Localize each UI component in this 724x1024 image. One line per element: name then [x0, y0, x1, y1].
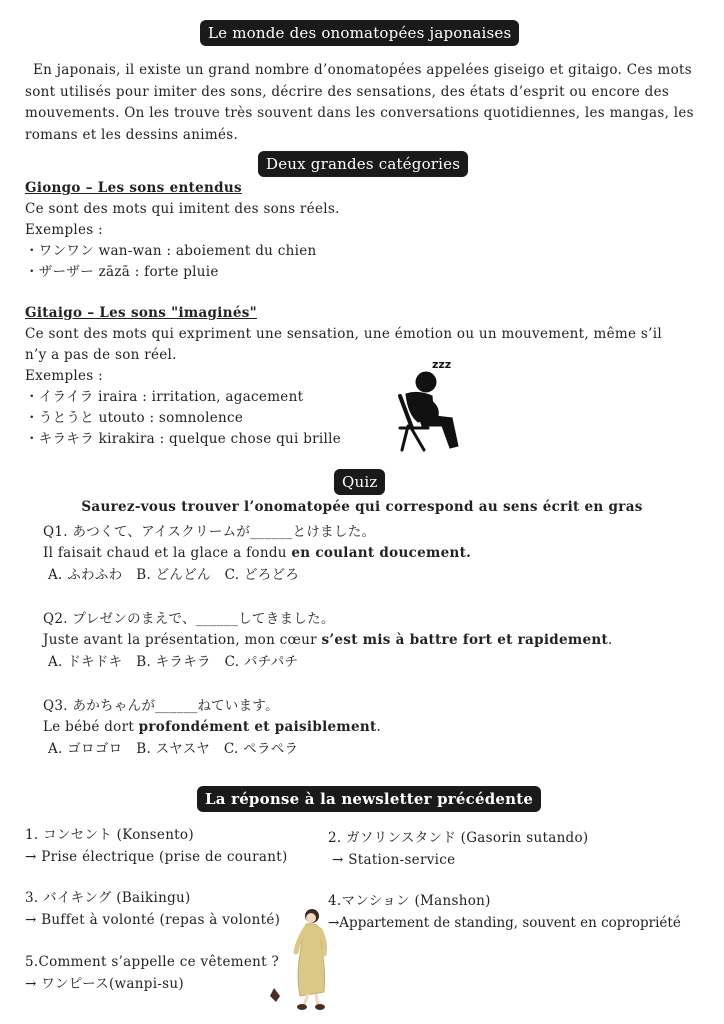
gitaigo-examples-label: Exemples :	[25, 368, 103, 384]
gitaigo-heading: Gitaigo – Les sons "imaginés"	[25, 305, 257, 321]
answer-meaning: → Prise électrique (prise de courant)	[25, 849, 288, 865]
gitaigo-description: n’y a pas de son réel.	[25, 347, 177, 363]
gitaigo-example: ・キラキラ kirakira : quelque chose qui brille	[25, 431, 342, 447]
giongo-examples-label: Exemples :	[25, 222, 103, 238]
quiz-title: Quiz	[334, 469, 385, 495]
gitaigo-description: Ce sont des mots qui expriment une sensation, une émotion ou un mouvement, même s’il	[25, 326, 662, 342]
woman-in-dress-illustration	[268, 906, 330, 1012]
quiz-question-fr: Le bébé dort profondément et paisiblement.	[43, 719, 382, 735]
quiz-options: A. ふわふわ B. どんどん C. どろどろ	[48, 567, 300, 583]
giongo-description: Ce sont des mots qui imitent des sons réels.	[25, 201, 340, 217]
quiz-question-jp: Q1. あつくて、アイスクリームが______とけました。	[43, 524, 376, 540]
categories-title: Deux grandes catégories	[258, 151, 468, 177]
gitaigo-example: ・イライラ iraira : irritation, agacement	[25, 389, 304, 405]
intro-paragraph: En japonais, il existe un grand nombre d’onomatopées appelées giseigo et gitaigo. Ces mots sont utilisés pour imiter des sons, décrire des sensations, des états d’esprit ou encore des mouvements. On les trouve très souvent dans les conversations quotidiennes, les mangas, les romans et les dessins animés.	[25, 62, 694, 143]
giongo-heading: Giongo – Les sons entendus	[25, 180, 242, 196]
answer-meaning: → ワンピース(wanpi-su)	[25, 976, 184, 992]
quiz-instruction: Saurez-vous trouver l’onomatopée qui correspond au sens écrit en gras	[81, 499, 643, 515]
answer-word: 3. バイキング (Baikingu)	[25, 890, 191, 906]
giongo-example: ・ザーザー zāzā : forte pluie	[25, 264, 219, 280]
page-title: Le monde des onomatopées japonaises	[200, 20, 519, 46]
answer-word: 1. コンセント (Konsento)	[25, 827, 194, 843]
answers-title: La réponse à la newsletter précédente	[197, 786, 541, 812]
quiz-question-fr: Il faisait chaud et la glace a fondu en coulant doucement.	[43, 545, 472, 561]
quiz-options: A. ドキドキ B. キラキラ C. パチパチ	[48, 654, 299, 670]
answer-meaning: → Buffet à volonté (repas à volonté)	[25, 912, 281, 928]
quiz-options: A. ゴロゴロ B. スヤスヤ C. ペラペラ	[48, 741, 299, 757]
giongo-example: ・ワンワン wan-wan : aboiement du chien	[25, 243, 317, 259]
answer-word: 2. ガソリンスタンド (Gasorin sutando)	[328, 830, 589, 846]
quiz-question-jp: Q2. プレゼンのまえで、______してきました。	[43, 611, 335, 627]
sleep-zzz-text: zzz	[432, 358, 452, 371]
answer-meaning: → Station-service	[332, 852, 456, 868]
answer-meaning: →Appartement de standing, souvent en copropriété	[328, 915, 681, 931]
answer-word: 5.Comment s’appelle ce vêtement ?	[25, 954, 280, 970]
quiz-question-fr: Juste avant la présentation, mon cœur s’est mis à battre fort et rapidement.	[43, 632, 613, 648]
sleeping-person-illustration	[388, 356, 474, 452]
gitaigo-example: ・うとうと utouto : somnolence	[25, 410, 244, 426]
answer-word: 4.マンション (Manshon)	[328, 893, 491, 909]
quiz-question-jp: Q3. あかちゃんが______ねています。	[43, 698, 279, 714]
